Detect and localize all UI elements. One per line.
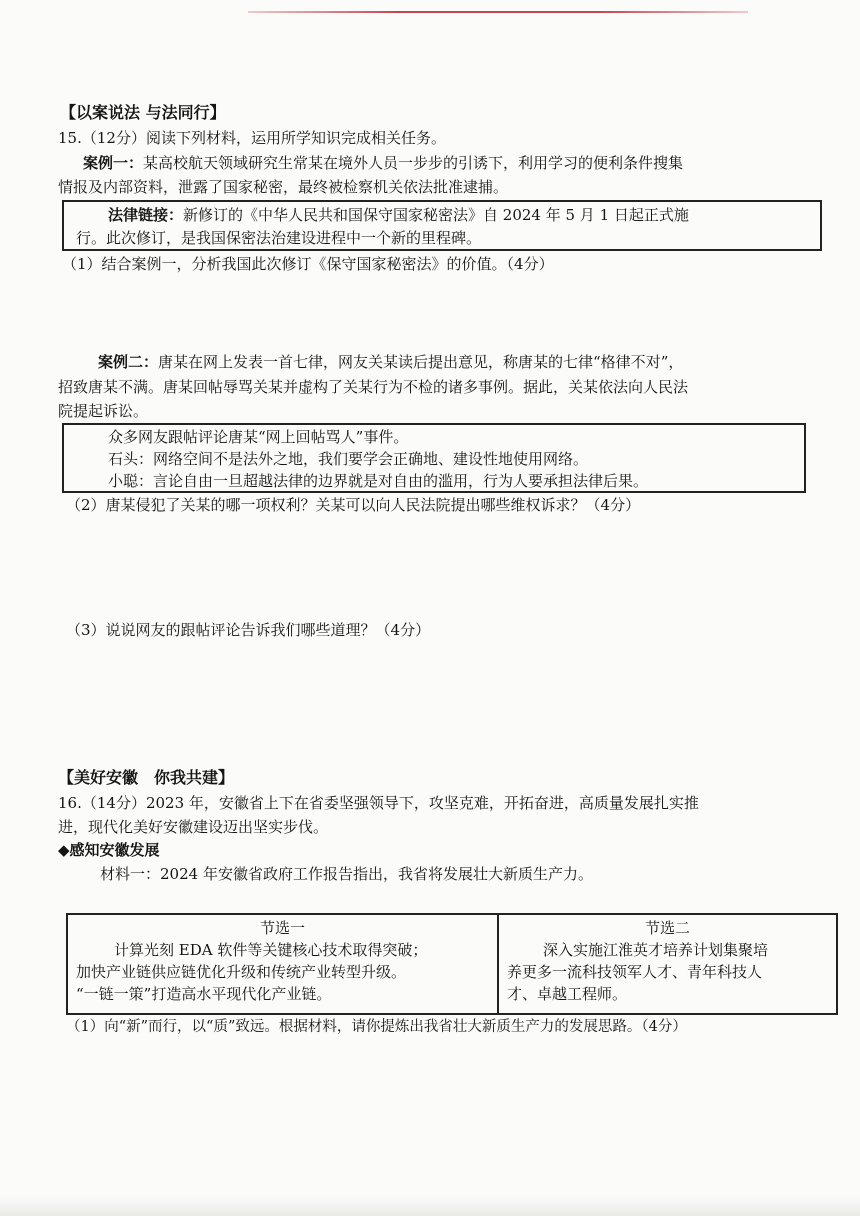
case1-line2: 情报及内部资料，泄露了国家秘密，最终被检察机关依法批准逮捕。 — [58, 178, 509, 196]
comment-line2: 石头：网络空间不是法外之地，我们要学会正确地、建设性地使用网络。 — [108, 450, 589, 468]
question-16-line2: 进，现代化美好安徽建设迈出坚实步伐。 — [58, 818, 329, 836]
excerpt-2-title: 节选二 — [644, 919, 690, 937]
case1-line1 — [83, 153, 683, 173]
excerpt-1-cell — [67, 914, 498, 1014]
question-15-3: （3）说说网友的跟帖评论告诉我们哪些道理？（4分） — [66, 621, 431, 639]
page-edge-shadow — [0, 1196, 860, 1216]
excerpt-1-line2: 加快产业链供应链优化升级和传统产业转型升级。 — [76, 963, 407, 981]
excerpt-2-cell — [498, 914, 837, 1014]
law-link-box — [62, 200, 822, 251]
law-link-text1: 新修订的《中华人民共和国保守国家秘密法》自 2024 年 5 月 1 日起正式施 — [183, 206, 689, 224]
question-15-stem: 15.（12分）阅读下列材料，运用所学知识完成相关任务。 — [58, 129, 446, 147]
excerpt-1-title: 节选一 — [259, 919, 305, 937]
excerpt-1-line3: “一链一策”打造高水平现代化产业链。 — [76, 985, 332, 1003]
material-1: 材料一：2024 年安徽省政府工作报告指出，我省将发展壮大新质生产力。 — [100, 865, 593, 883]
law-link-line1 — [108, 205, 689, 225]
case2-line1 — [98, 352, 683, 372]
excerpt-2-line3: 才、卓越工程师。 — [507, 985, 628, 1003]
law-link-label: 法律链接： — [108, 206, 184, 224]
comment-box — [62, 423, 806, 493]
comment-line1: 众多网友跟帖评论唐某“网上回帖骂人”事件。 — [108, 428, 409, 446]
section-heading-anhui: 【美好安徽 你我共建】 — [58, 768, 235, 787]
case1-label: 案例一： — [83, 154, 144, 172]
excerpt-2-line1: 深入实施江淮英才培养计划集聚培 — [543, 941, 769, 959]
case2-line2: 招致唐某不满。唐某回帖辱骂关某并虚构了关某行为不检的诸多事例。据此，关某依法向人民法 — [58, 378, 689, 396]
case2-text1: 唐某在网上发表一首七律，网友关某读后提出意见，称唐某的七律“格律不对”， — [158, 353, 684, 371]
header-rule — [248, 11, 748, 13]
question-15-2: （2）唐某侵犯了关某的哪一项权利？关某可以向人民法院提出哪些维权诉求？（4分） — [66, 496, 641, 514]
excerpt-2-line2: 养更多一流科技领军人才、青年科技人 — [507, 963, 763, 981]
excerpt-1-line1: 计算光刻 EDA 软件等关键核心技术取得突破； — [114, 941, 428, 959]
section-heading-law: 【以案说法 与法同行】 — [60, 103, 226, 122]
case1-text1: 某高校航天领域研究生常某在境外人员一步步的引诱下，利用学习的便利条件搜集 — [143, 154, 684, 172]
sub-heading-perceive: ◆感知安徽发展 — [58, 841, 160, 859]
question-16-1: （1）向“新”而行，以“质”致远。根据材料，请你提炼出我省壮大新质生产力的发展思路。（4分） — [66, 1019, 687, 1035]
question-16-line1: 16.（14分）2023 年，安徽省上下在省委坚强领导下，攻坚克难，开拓奋进，高质量发展扎实推 — [58, 794, 699, 812]
case2-line3: 院提起诉讼。 — [58, 402, 149, 420]
question-15-1: （1）结合案例一，分析我国此次修订《保守国家秘密法》的价值。（4分） — [62, 255, 554, 273]
excerpt-table — [66, 913, 838, 1015]
comment-line3: 小聪：言论自由一旦超越法律的边界就是对自由的滥用，行为人要承担法律后果。 — [108, 472, 649, 490]
case2-label: 案例二： — [98, 353, 159, 371]
law-link-line2: 行。此次修订，是我国保密法治建设进程中一个新的里程碑。 — [76, 229, 482, 247]
